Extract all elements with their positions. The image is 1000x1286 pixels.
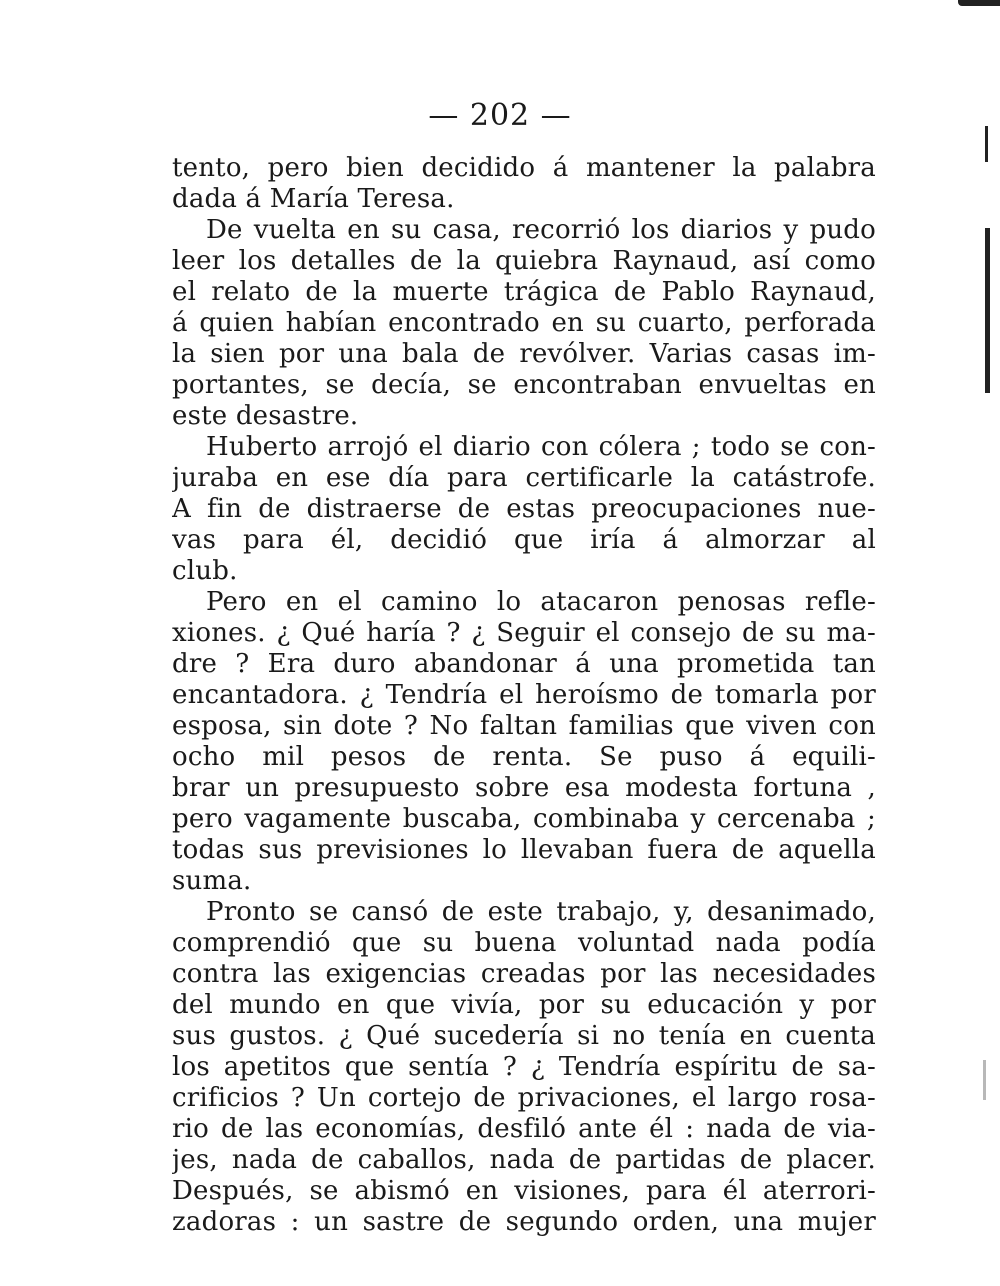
text-line: encantadora. ¿ Tendría el heroísmo de tomarla por: [172, 680, 876, 710]
body-text: [172, 153, 876, 1238]
scan-edge-mark-right-long: [985, 228, 990, 393]
text-line: tento, pero bien decidido á mantener la palabra: [172, 153, 876, 183]
text-line: rio de las economías, desfiló ante él : nada de via-: [172, 1114, 876, 1144]
text-line: el relato de la muerte trágica de Pablo Raynaud,: [172, 277, 876, 307]
text-line: suma.: [172, 866, 252, 896]
text-line: crificios ? Un cortejo de privaciones, el largo rosa-: [172, 1083, 876, 1113]
text-line: comprendió que su buena voluntad nada podía: [172, 928, 876, 958]
text-line: juraba en ese día para certificarle la catástrofe.: [172, 463, 876, 493]
text-line: sus gustos. ¿ Qué sucedería si no tenía en cuenta: [172, 1021, 876, 1051]
text-line: portantes, se decía, se encontraban envueltas en: [172, 370, 876, 400]
text-line: este desastre.: [172, 401, 359, 431]
text-line: A fin de distraerse de estas preocupaciones nue-: [172, 494, 876, 524]
page-number: — 202 —: [428, 98, 572, 133]
scan-speckle: [983, 1060, 986, 1100]
scan-edge-mark-top: [958, 0, 1000, 6]
text-line: xiones. ¿ Qué haría ? ¿ Seguir el consejo de su ma-: [172, 618, 876, 648]
text-line: del mundo en que vivía, por su educación y por: [172, 990, 876, 1020]
text-line: pero vagamente buscaba, combinaba y cercenaba ;: [172, 804, 876, 834]
text-line: brar un presupuesto sobre esa modesta fortuna ,: [172, 773, 876, 803]
text-line: á quien habían encontrado en su cuarto, perforada: [172, 308, 876, 338]
text-line: esposa, sin dote ? No faltan familias que viven con: [172, 711, 876, 741]
text-line: Huberto arrojó el diario con cólera ; todo se con-: [206, 432, 876, 462]
text-line: Después, se abismó en visiones, para él aterrori-: [172, 1176, 876, 1206]
text-line: todas sus previsiones lo llevaban fuera de aquella: [172, 835, 876, 865]
text-line: Pronto se cansó de este trabajo, y, desanimado,: [206, 897, 876, 927]
text-line: vas para él, decidió que iría á almorzar al: [172, 525, 876, 555]
text-line: los apetitos que sentía ? ¿ Tendría espíritu de sa-: [172, 1052, 876, 1082]
text-line: leer los detalles de la quiebra Raynaud, así como: [172, 246, 876, 276]
text-line: dre ? Era duro abandonar á una prometida tan: [172, 649, 876, 679]
text-line: ocho mil pesos de renta. Se puso á equili-: [172, 742, 876, 772]
text-line: club.: [172, 556, 238, 586]
text-line: jes, nada de caballos, nada de partidas de placer.: [172, 1145, 876, 1175]
text-line: dada á María Teresa.: [172, 184, 455, 214]
text-line: Pero en el camino lo atacaron penosas refle-: [206, 587, 876, 617]
text-line: la sien por una bala de revólver. Varias casas im-: [172, 339, 876, 369]
text-line: contra las exigencias creadas por las necesidades: [172, 959, 876, 989]
text-line: De vuelta en su casa, recorrió los diarios y pudo: [206, 215, 876, 245]
text-line: zadoras : un sastre de segundo orden, una mujer: [172, 1207, 876, 1237]
